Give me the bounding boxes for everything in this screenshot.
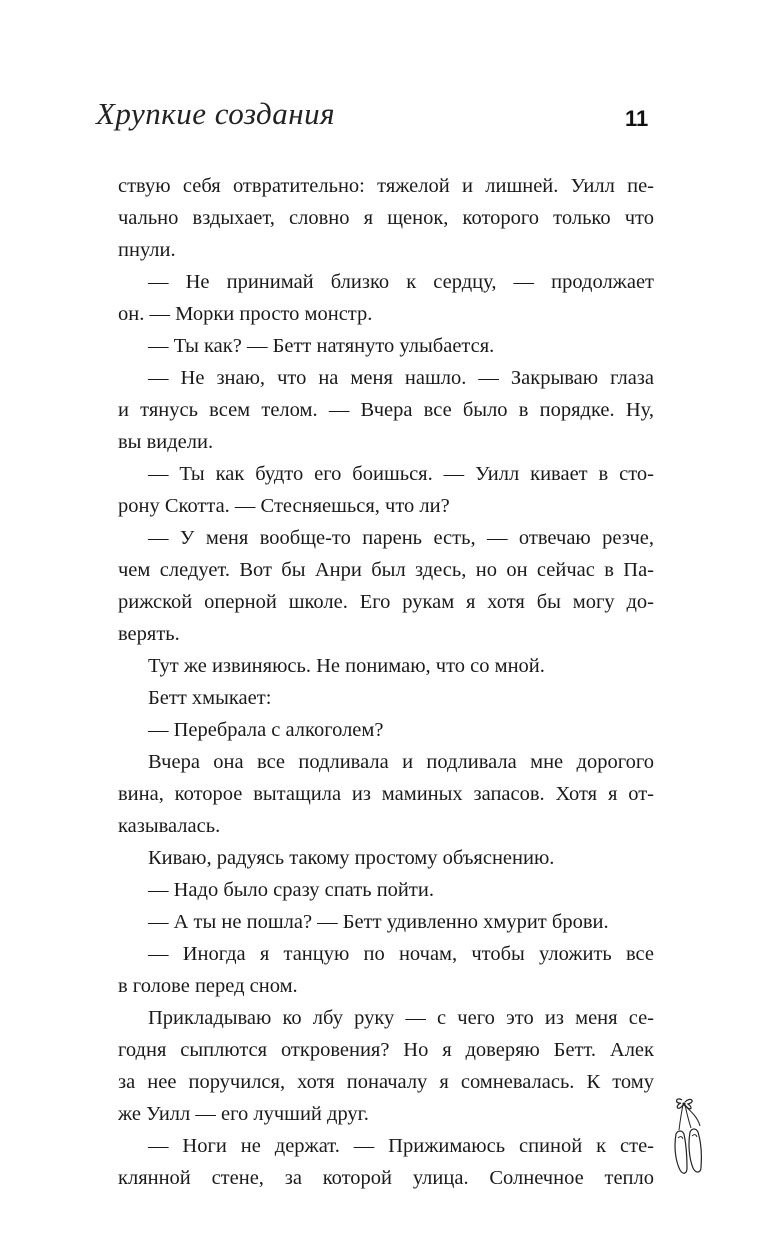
text-line: — Ты как будто его боишься. — Уилл кивает в сто- — [148, 463, 654, 485]
text-line: верять. — [118, 623, 180, 645]
text-line: ствую себя отвратительно: тяжелой и лишней. Уилл пе- — [118, 175, 654, 197]
text-line: же Уилл — его лучший друг. — [118, 1103, 369, 1125]
body-text — [118, 170, 654, 1194]
text-line: — У меня вообще-то парень есть, — отвечаю резче, — [148, 527, 654, 549]
text-line: чально вздыхает, словно я щенок, которого только что — [118, 207, 654, 229]
text-line: рижской оперной школе. Его рукам я хотя бы могу до- — [118, 591, 654, 613]
text-line: он. — Морки просто монстр. — [118, 303, 373, 325]
text-line: — Не принимай близко к сердцу, — продолжает — [148, 271, 654, 293]
text-line: Киваю, радуясь такому простому объяснению. — [148, 847, 555, 869]
text-line: — Перебрала с алкоголем? — [148, 719, 384, 741]
text-line: Бетт хмыкает: — [148, 687, 272, 709]
text-line: годня сыплются откровения? Но я доверяю Бетт. Алек — [118, 1039, 654, 1061]
text-line: — Ноги не держат. — Прижимаюсь спиной к сте- — [148, 1135, 654, 1157]
text-line: Прикладываю ко лбу руку — с чего это из меня се- — [148, 1007, 654, 1029]
text-line: пнули. — [118, 239, 176, 261]
text-line: вина, которое вытащила из маминых запасов. Хотя я от- — [118, 783, 654, 805]
ballet-slippers-icon — [672, 1094, 706, 1178]
text-line: вы видели. — [118, 431, 214, 453]
text-line: рону Скотта. — Стесняешься, что ли? — [118, 495, 450, 517]
text-line: — Надо было сразу спать пойти. — [148, 879, 434, 901]
text-line: — А ты не пошла? — Бетт удивленно хмурит брови. — [148, 911, 609, 933]
text-line: за нее поручился, хотя поначалу я сомневалась. К тому — [118, 1071, 654, 1093]
page-number: 11 — [625, 106, 649, 131]
text-line: Тут же извиняюсь. Не понимаю, что со мной. — [148, 655, 545, 677]
text-line: клянной стене, за которой улица. Солнечное тепло — [118, 1167, 654, 1189]
text-line: казывалась. — [118, 815, 221, 837]
running-title: Хрупкие создания — [96, 96, 336, 131]
text-line: и тянусь всем телом. — Вчера все было в порядке. Ну, — [118, 399, 654, 421]
text-line: Вчера она все подливала и подливала мне дорогого — [148, 751, 654, 773]
text-line: — Ты как? — Бетт натянуто улыбается. — [148, 335, 495, 357]
text-line: — Иногда я танцую по ночам, чтобы уложить все — [148, 943, 654, 965]
text-line: в голове перед сном. — [118, 975, 298, 997]
text-line: — Не знаю, что на меня нашло. — Закрываю глаза — [148, 367, 654, 389]
text-line: чем следует. Вот бы Анри был здесь, но он сейчас в Па- — [118, 559, 654, 581]
